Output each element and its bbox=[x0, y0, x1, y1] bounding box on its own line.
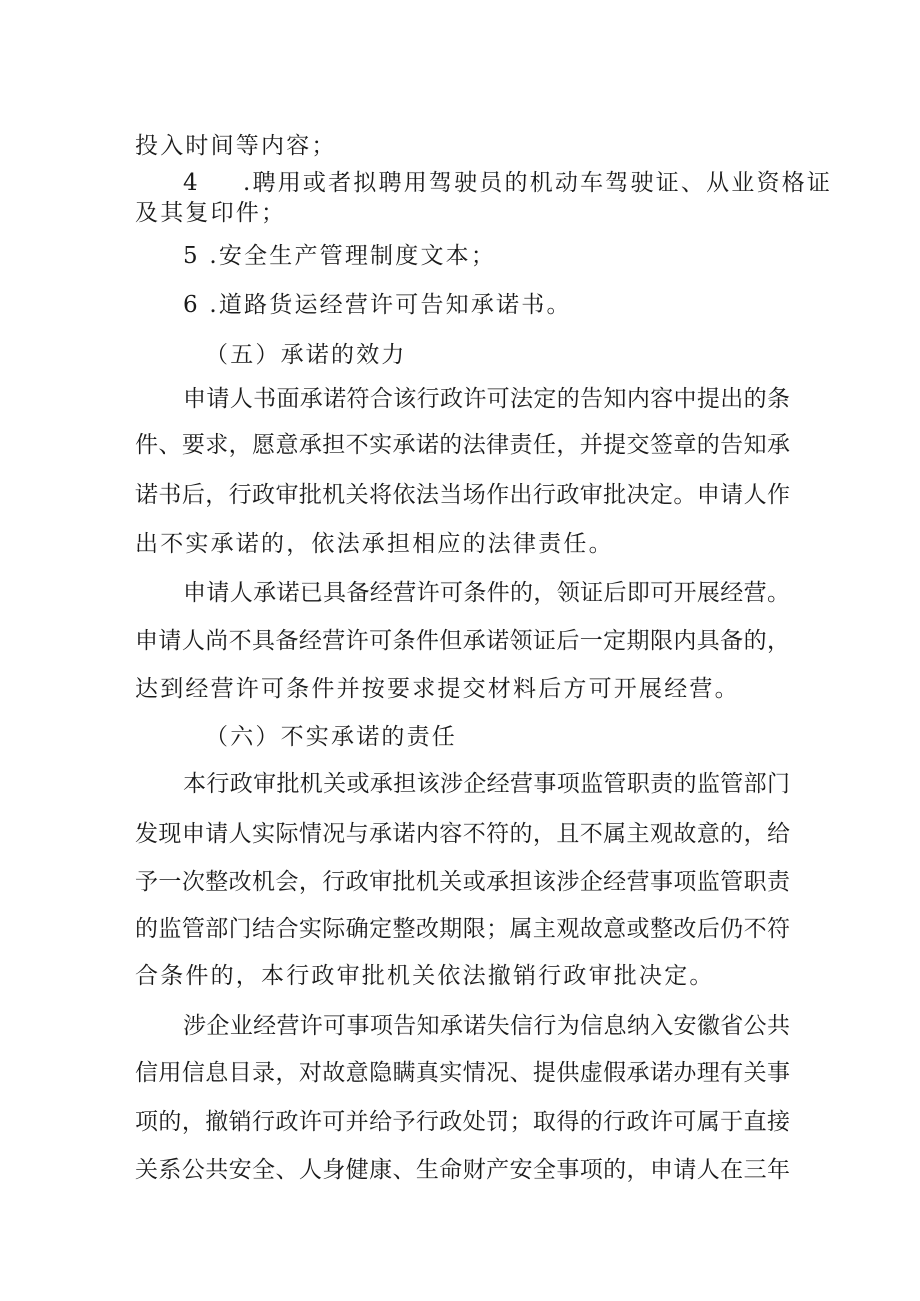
paragraph-line: 出不实承诺的，依法承担相应的法律责任。 bbox=[135, 531, 614, 557]
list-item-6: 6 .道路货运经营许可告知承诺书。 bbox=[183, 292, 572, 318]
paragraph-line: 件、要求，愿意承担不实承诺的法律责任，并提交签章的告知承 bbox=[135, 432, 790, 458]
paragraph-line: 关系公共安全、人身健康、生命财产安全事项的，申请人在三年 bbox=[135, 1157, 790, 1183]
paragraph-line: 本行政审批机关或承担该涉企经营事项监管职责的监管部门 bbox=[183, 771, 790, 797]
paragraph-line: 申请人书面承诺符合该行政许可法定的告知内容中提出的条 bbox=[183, 386, 790, 412]
paragraph-line: 项的，撤销行政许可并给予行政处罚；取得的行政许可属于直接 bbox=[135, 1109, 790, 1135]
section-heading-6: （六）不实承诺的责任 bbox=[205, 724, 457, 750]
paragraph-line: 发现申请人实际情况与承诺内容不符的，且不属主观故意的，给 bbox=[135, 821, 790, 847]
paragraph-line: 予一次整改机会，行政审批机关或承担该涉企经营事项监管职责 bbox=[135, 869, 790, 895]
paragraph-line: 合条件的，本行政审批机关依法撤销行政审批决定。 bbox=[135, 963, 715, 989]
list-item-5: 5 .安全生产管理制度文本； bbox=[183, 243, 497, 269]
paragraph-line: 涉企业经营许可事项告知承诺失信行为信息纳入安徽省公共 bbox=[183, 1013, 790, 1039]
paragraph-line: 申请人尚不具备经营许可条件但承诺领证后一定期限内具备的， bbox=[135, 628, 790, 654]
paragraph-line: 的监管部门结合实际确定整改期限；属主观故意或整改后仍不符 bbox=[135, 916, 790, 942]
paragraph-line: 诺书后，行政审批机关将依法当场作出行政审批决定。申请人作 bbox=[135, 482, 790, 508]
paragraph-line: 信用信息目录，对故意隐瞒真实情况、提供虚假承诺办理有关事 bbox=[135, 1060, 790, 1086]
paragraph-line: 达到经营许可条件并按要求提交材料后方可开展经营。 bbox=[135, 676, 740, 702]
text-line: 及其复印件； bbox=[135, 200, 287, 226]
text-line: 投入时间等内容； bbox=[135, 133, 337, 159]
list-item-4 bbox=[183, 167, 843, 199]
paragraph-line: 申请人承诺已具备经营许可条件的，领证后即可开展经营。 bbox=[183, 580, 790, 606]
section-heading-5: （五）承诺的效力 bbox=[205, 342, 407, 368]
list-item-text: .聘用或者拟聘用驾驶员的机动车驾驶证、从业资格证 bbox=[243, 170, 833, 196]
list-number: 4 bbox=[183, 170, 200, 196]
